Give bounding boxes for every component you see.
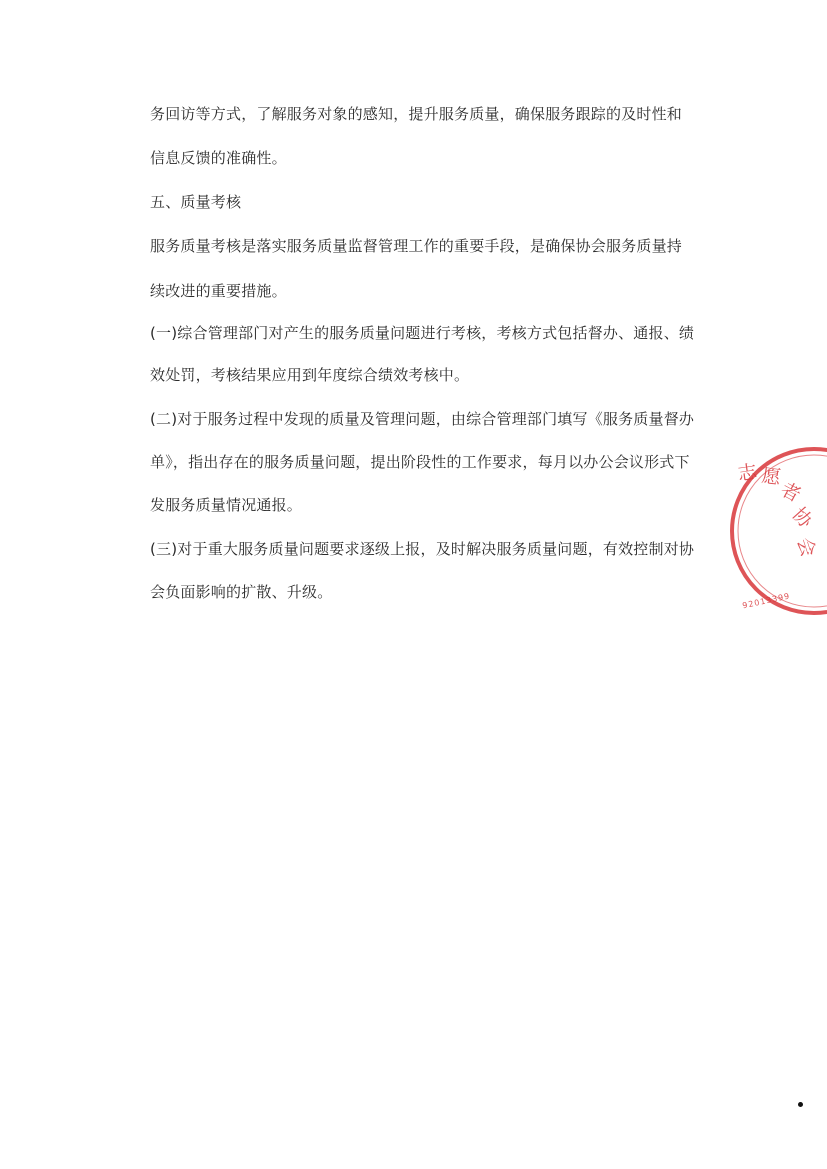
- text-line: 发服务质量情况通报。: [150, 496, 303, 514]
- text-line: 效处罚，考核结果应用到年度综合绩效考核中。: [150, 366, 470, 384]
- text-line: (一)综合管理部门对产生的服务质量问题进行考核，考核方式包括督办、通报、绩: [150, 324, 695, 342]
- text-line: 续改进的重要措施。: [150, 282, 287, 300]
- seal-char: 会: [792, 534, 820, 560]
- seal-char: 协: [787, 503, 817, 533]
- seal-char: 愿: [760, 464, 783, 490]
- official-seal: [728, 443, 827, 618]
- text-line: 单》，指出存在的服务质量问题，提出阶段性的工作要求，每月以办公会议形式下: [150, 453, 690, 471]
- text-line: 服务质量考核是落实服务质量监督管理工作的重要手段，是确保协会服务质量持: [150, 237, 683, 255]
- text-line: (二)对于服务过程中发现的质量及管理问题，由综合管理部门填写《服务质量督办: [150, 410, 695, 428]
- text-line: 信息反馈的准确性。: [150, 149, 287, 167]
- text-line: 会负面影响的扩散、升级。: [150, 583, 333, 601]
- text-line: (三)对于重大服务质量问题要求逐级上报，及时解决服务质量问题，有效控制对协: [150, 540, 695, 558]
- scan-speck: [798, 1102, 803, 1107]
- seal-char: 志: [736, 460, 759, 486]
- text-line: 务回访等方式，了解服务对象的感知，提升服务质量，确保服务跟踪的及时性和: [150, 105, 683, 123]
- seal-char: 者: [777, 478, 805, 507]
- seal-code: 92013399: [741, 591, 792, 611]
- section-heading: 五、质量考核: [150, 193, 242, 211]
- seal-graphic: [728, 443, 827, 618]
